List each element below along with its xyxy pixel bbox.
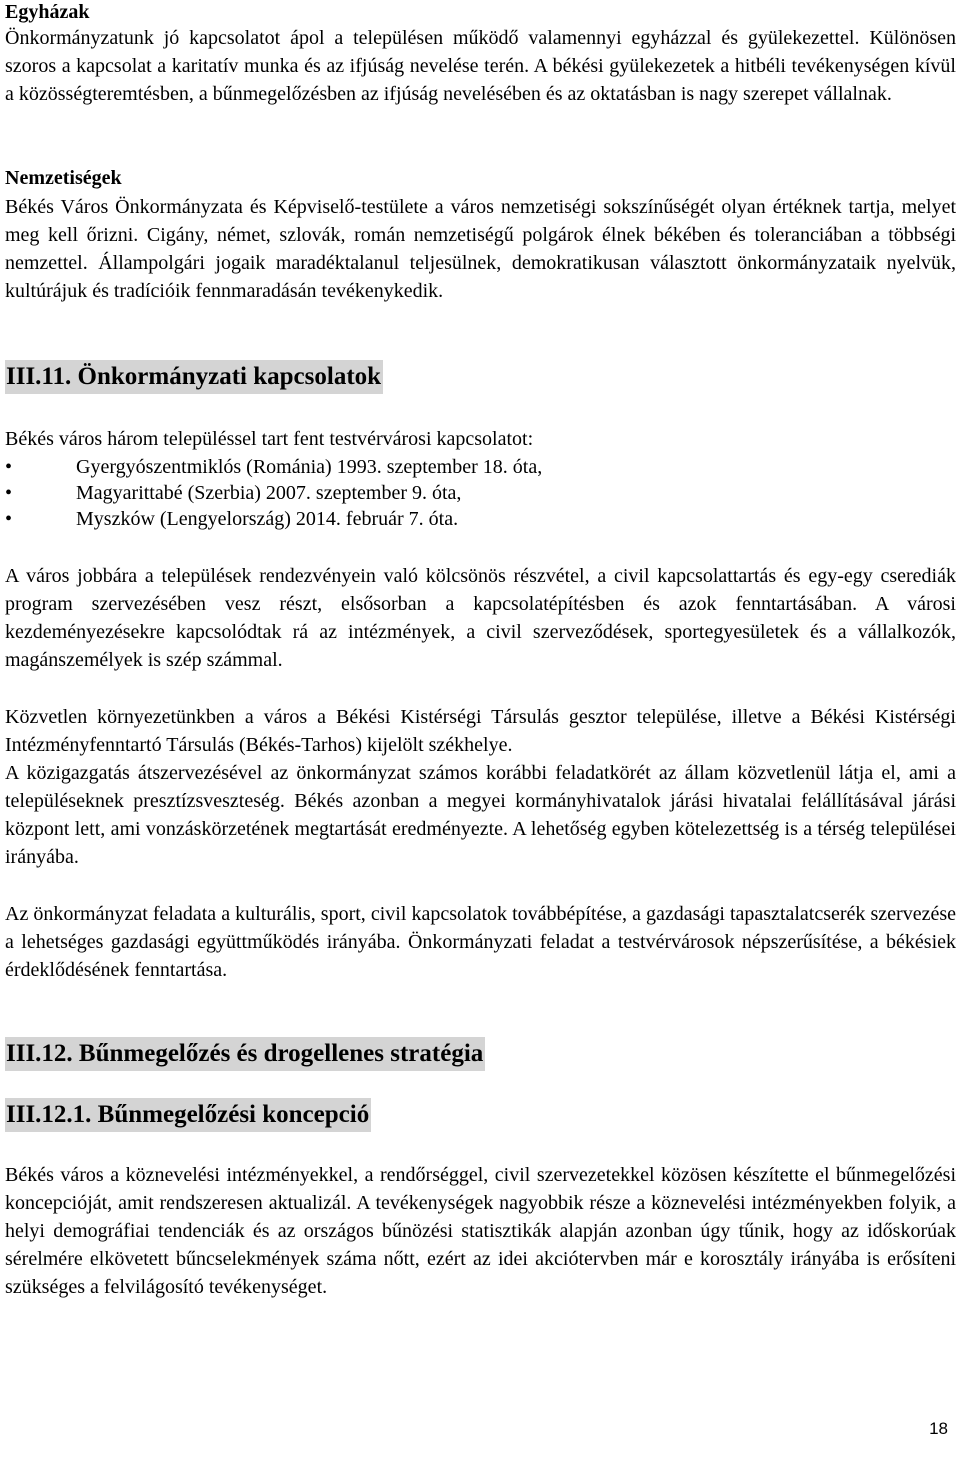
list-item (5, 454, 956, 480)
sister-cities-list (5, 454, 956, 532)
sister-city-name: Myszków (Lengyelország) 2014. február 7. óta. (76, 508, 459, 530)
bullet-icon: • (5, 508, 13, 530)
sister-cities-intro: Békés város három településsel tart fent testvérvárosi kapcsolatot: (5, 428, 534, 450)
page-number: 18 (929, 1419, 948, 1438)
egyhazak-heading: Egyházak (5, 1, 90, 23)
sister-city-name: Magyarittabé (Szerbia) 2007. szeptember 9. óta, (76, 482, 462, 504)
subsection-heading-bunmegelozesi-koncepcio: III.12.1. Bűnmegelőzési koncepció (5, 1098, 371, 1132)
nemzetisegek-heading: Nemzetiségek (5, 167, 122, 189)
list-item (5, 480, 956, 506)
crime-prevention-paragraph: Békés város a köznevelési intézményekkel, a rendőrséggel, civil szervezetekkel közösen készítette el bűnmegelőzési koncepcióját, amit rendszeresen aktualizál. A tevékenységek nagyobbik része a köznevelési intézményekben folyik, a helyi demográfiai tendenciák és az országos bűnözési statisztikák alapján azonban úgy tűnik, hogy az időskorúak sérelmére elkövetett bűncselekmények száma nőtt, ezért az idei akciótervben már e korosztály irányába is erősíteni szükséges a felvilágosító tevékenységet. (5, 1164, 956, 1298)
sister-city-name: Gyergyószentmiklós (Románia) 1993. szeptember 18. óta, (76, 456, 543, 478)
section-heading-bunmegelozes: III.12. Bűnmegelőzés és drogellenes stratégia (5, 1037, 485, 1071)
nemzetisegek-paragraph: Békés Város Önkormányzata és Képviselő-testülete a város nemzetiségi sokszínűségét olyan értéknek tartja, melyet meg kell őrizni. Cigány, német, szlovák, román nemzetiségű polgárok élnek békében és toleranciában a többségi nemzettel. Állampolgári jogaik maradéktalanul teljesülnek, demokratikusan választott önkormányzataik nyelvük, kultúrájuk és tradícióik fennmaradásán tevékenykedik. (5, 196, 956, 302)
section-heading-onkormanyzati-kapcsolatok: III.11. Önkormányzati kapcsolatok (5, 360, 383, 394)
tasks-paragraph: Az önkormányzat feladata a kulturális, sport, civil kapcsolatok továbbépítése, a gazdasági tapasztalatcserék szervezése a lehetséges gazdasági együttműködés irányába. Önkormányzati feladat a testvérvárosok népszerűsítése, a békésiek érdeklődésének fenntartása. (5, 903, 956, 981)
microregion-paragraph: Közvetlen környezetünkben a város a Békési Kistérségi Társulás gesztor települése, illetve a Békési Kistérségi Intézményfenntartó Társulás (Békés-Tarhos) kijelölt székhelye. (5, 706, 956, 756)
cooperation-paragraph: A város jobbára a települések rendezvényein való kölcsönös részvétel, a civil kapcsolattartás és egy-egy cserediák program szervezésében vesz részt, elsősorban a kapcsolatépítésben és azok fenntartásában. A városi kezdeményezésekre kapcsolódtak rá az intézmények, a civil szerveződések, sportegyesületek és a vállalkozók, magánszemélyek is szép számmal. (5, 565, 956, 671)
list-item (5, 506, 956, 532)
administration-paragraph: A közigazgatás átszervezésével az önkormányzat számos korábbi feladatkörét az állam közvetlenül látja el, ami a településeknek presztízsveszteség. Békés azonban a megyei kormányhivatalok járási hivatalai felállításával járási központ lett, ami vonzáskörzetének megtartását eredményezte. A lehetőség egyben kötelezettség is a térség települései irányába. (5, 762, 956, 868)
egyhazak-paragraph: Önkormányzatunk jó kapcsolatot ápol a településen működő valamennyi egyházzal és gyülekezettel. Különösen szoros a kapcsolat a karitatív munka és az ifjúság nevelése terén. A békési gyülekezetek a hitbéli tevékenységen kívül a közösségteremtésben, a bűnmegelőzésben az ifjúság nevelésében és az oktatásban is nagy szerepet vállalnak. (5, 27, 956, 105)
bullet-icon: • (5, 482, 13, 504)
bullet-icon: • (5, 456, 13, 478)
